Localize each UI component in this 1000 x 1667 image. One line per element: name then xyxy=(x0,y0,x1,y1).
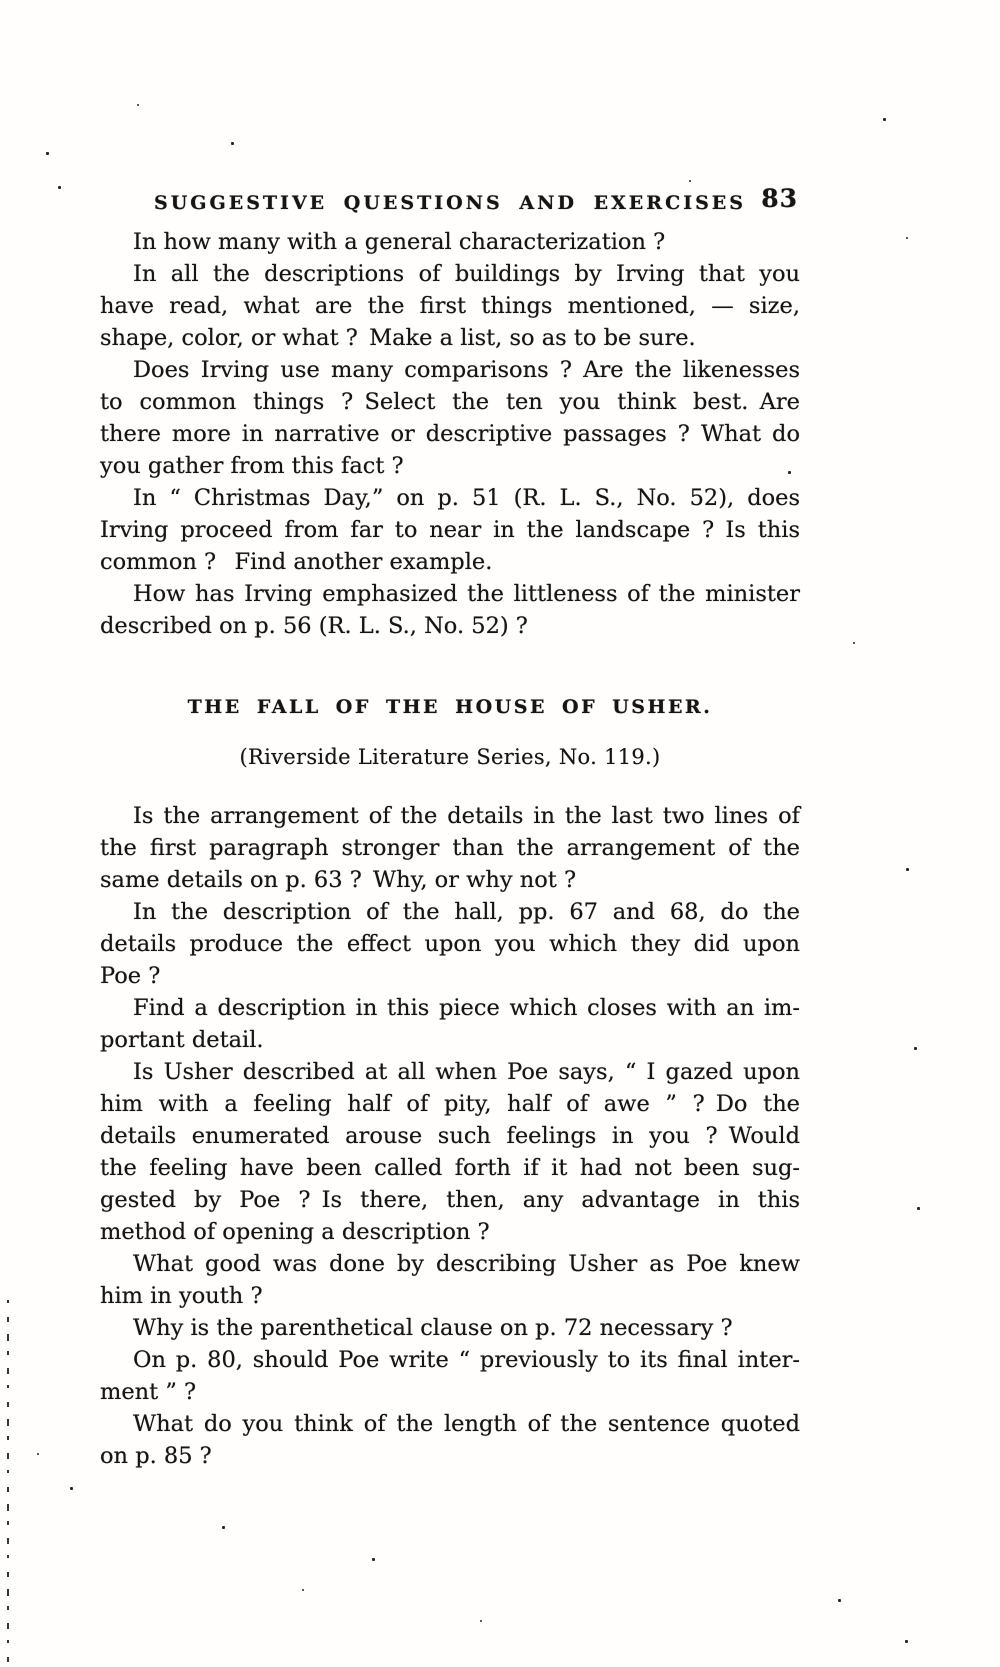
questions-irving-section xyxy=(100,226,800,642)
scan-speck xyxy=(853,642,855,644)
paragraph xyxy=(100,992,800,1056)
scan-speck xyxy=(883,118,886,121)
paragraph xyxy=(100,1312,800,1344)
scan-edge-dash xyxy=(7,1623,9,1629)
text-line: What do you think of the length of the sentence quoted xyxy=(133,1411,800,1437)
scan-edge-dash xyxy=(7,1504,9,1511)
scan-edge-dash xyxy=(7,1402,9,1407)
text-line: same details on p. 63 ? Why, or why not ? xyxy=(100,867,577,893)
text-line: Is the arrangement of the details in the last two lines of xyxy=(133,803,800,829)
questions-usher-section xyxy=(100,800,800,1472)
scan-speck xyxy=(231,142,234,145)
scan-speck xyxy=(788,471,791,474)
scan-speck xyxy=(906,868,909,871)
running-head xyxy=(100,184,800,218)
scan-edge-dash xyxy=(7,1538,9,1544)
scan-edge-dash xyxy=(7,1385,9,1388)
text-line: him with a feeling half of pity, half of awe ” ? Do the xyxy=(100,1091,800,1117)
text-line: described on p. 56 (R. L. S., No. 52) ? xyxy=(100,613,528,639)
scan-speck xyxy=(37,1453,39,1455)
text-line: have read, what are the first things mentioned, — size, xyxy=(100,293,800,319)
text-line: portant detail. xyxy=(100,1027,264,1053)
text-line: On p. 80, should Poe write “ previously to its final inter- xyxy=(133,1347,800,1373)
text-line: How has Irving emphasized the littleness of the minister xyxy=(133,581,800,607)
text-line: him in youth ? xyxy=(100,1283,263,1309)
text-line: In how many with a general characterization ? xyxy=(133,229,666,255)
scan-edge-dash xyxy=(7,1453,9,1459)
text-line: there more in narrative or descriptive passages ? What do xyxy=(100,421,800,447)
scan-speck xyxy=(480,1620,482,1622)
text-line: to common things ? Select the ten you think best. Are xyxy=(100,389,800,415)
scan-speck xyxy=(372,1558,375,1561)
scan-speck xyxy=(70,1487,73,1490)
scan-speck xyxy=(914,1047,917,1050)
paragraph xyxy=(100,1056,800,1248)
text-line: gested by Poe ? Is there, then, any advantage in this xyxy=(100,1187,800,1213)
scan-edge-dash xyxy=(7,1368,9,1374)
paragraph xyxy=(100,226,800,258)
scan-edge-dash xyxy=(7,1606,9,1610)
scan-speck xyxy=(46,152,49,155)
scan-edge-dash xyxy=(7,1521,9,1525)
paragraph xyxy=(100,800,800,896)
scan-edge-dash xyxy=(7,1334,9,1341)
scan-edge-dash xyxy=(7,1657,9,1662)
scan-edge-dash xyxy=(7,1300,9,1303)
scan-speck xyxy=(137,104,139,106)
scan-edge-dash xyxy=(7,1419,9,1426)
text-line: shape, color, or what ? Make a list, so as to be sure. xyxy=(100,325,696,351)
text-line: the feeling have been called forth if it had not been sug- xyxy=(100,1155,800,1181)
paragraph xyxy=(100,482,800,578)
text-line: Irving proceed from far to near in the landscape ? Is this xyxy=(100,517,800,543)
scan-edge-dash xyxy=(7,1487,9,1492)
text-line: details produce the effect upon you which they did upon xyxy=(100,931,800,957)
scan-edge-dash xyxy=(7,1436,9,1440)
text-line: Is Usher described at all when Poe says, “ I gazed upon xyxy=(133,1059,800,1085)
paragraph xyxy=(100,258,800,354)
scan-speck xyxy=(838,1599,841,1602)
text-line: In the description of the hall, pp. 67 and 68, do the xyxy=(133,899,800,925)
section-heading: THE FALL OF THE HOUSE OF USHER. xyxy=(187,696,713,718)
text-line: Why is the parenthetical clause on p. 72 necessary ? xyxy=(133,1315,733,1341)
text-line: In “ Christmas Day,” on p. 51 (R. L. S., No. 52), does xyxy=(133,485,800,511)
paragraph xyxy=(100,1344,800,1408)
text-line: details enumerated arouse such feelings in you ? Would xyxy=(100,1123,800,1149)
scan-edge-dash xyxy=(7,1470,9,1473)
text-line: What good was done by describing Usher as Poe knew xyxy=(133,1251,800,1277)
text-line: common ? Find another example. xyxy=(100,549,493,575)
scan-edge-dash xyxy=(7,1589,9,1596)
scan-edge-dash xyxy=(7,1572,9,1577)
scan-edge-dash xyxy=(7,1555,9,1558)
scan-speck xyxy=(222,1526,225,1529)
text-line: method of opening a description ? xyxy=(100,1219,490,1245)
scan-speck xyxy=(917,1207,920,1210)
scan-speck xyxy=(58,186,61,189)
paragraph xyxy=(100,1248,800,1312)
paragraph xyxy=(100,354,800,482)
scan-speck xyxy=(905,1640,908,1643)
text-column xyxy=(100,226,800,1472)
text-line: Does Irving use many comparisons ? Are the likenesses xyxy=(133,357,800,383)
page-number: 83 xyxy=(761,184,798,213)
text-line: ment ” ? xyxy=(100,1379,197,1405)
scan-edge-dash xyxy=(7,1317,9,1322)
paragraph xyxy=(100,1408,800,1472)
paragraph xyxy=(100,896,800,992)
text-line: Find a description in this piece which closes with an im- xyxy=(133,995,800,1021)
scan-speck xyxy=(302,1589,304,1591)
scan-edge-dash xyxy=(7,1351,9,1355)
scan-edge-dash xyxy=(7,1640,9,1643)
paragraph xyxy=(100,578,800,642)
text-line: the first paragraph stronger than the arrangement of the xyxy=(100,835,800,861)
running-head-title: SUGGESTIVE QUESTIONS AND EXERCISES xyxy=(153,192,747,214)
text-line: on p. 85 ? xyxy=(100,1443,212,1469)
section-subheading: (Riverside Literature Series, No. 119.) xyxy=(239,745,661,769)
text-line: you gather from this fact ? xyxy=(100,453,404,479)
scan-speck xyxy=(906,237,908,239)
text-line: In all the descriptions of buildings by Irving that you xyxy=(133,261,800,287)
scan-speck xyxy=(689,180,691,182)
text-line: Poe ? xyxy=(100,963,161,989)
